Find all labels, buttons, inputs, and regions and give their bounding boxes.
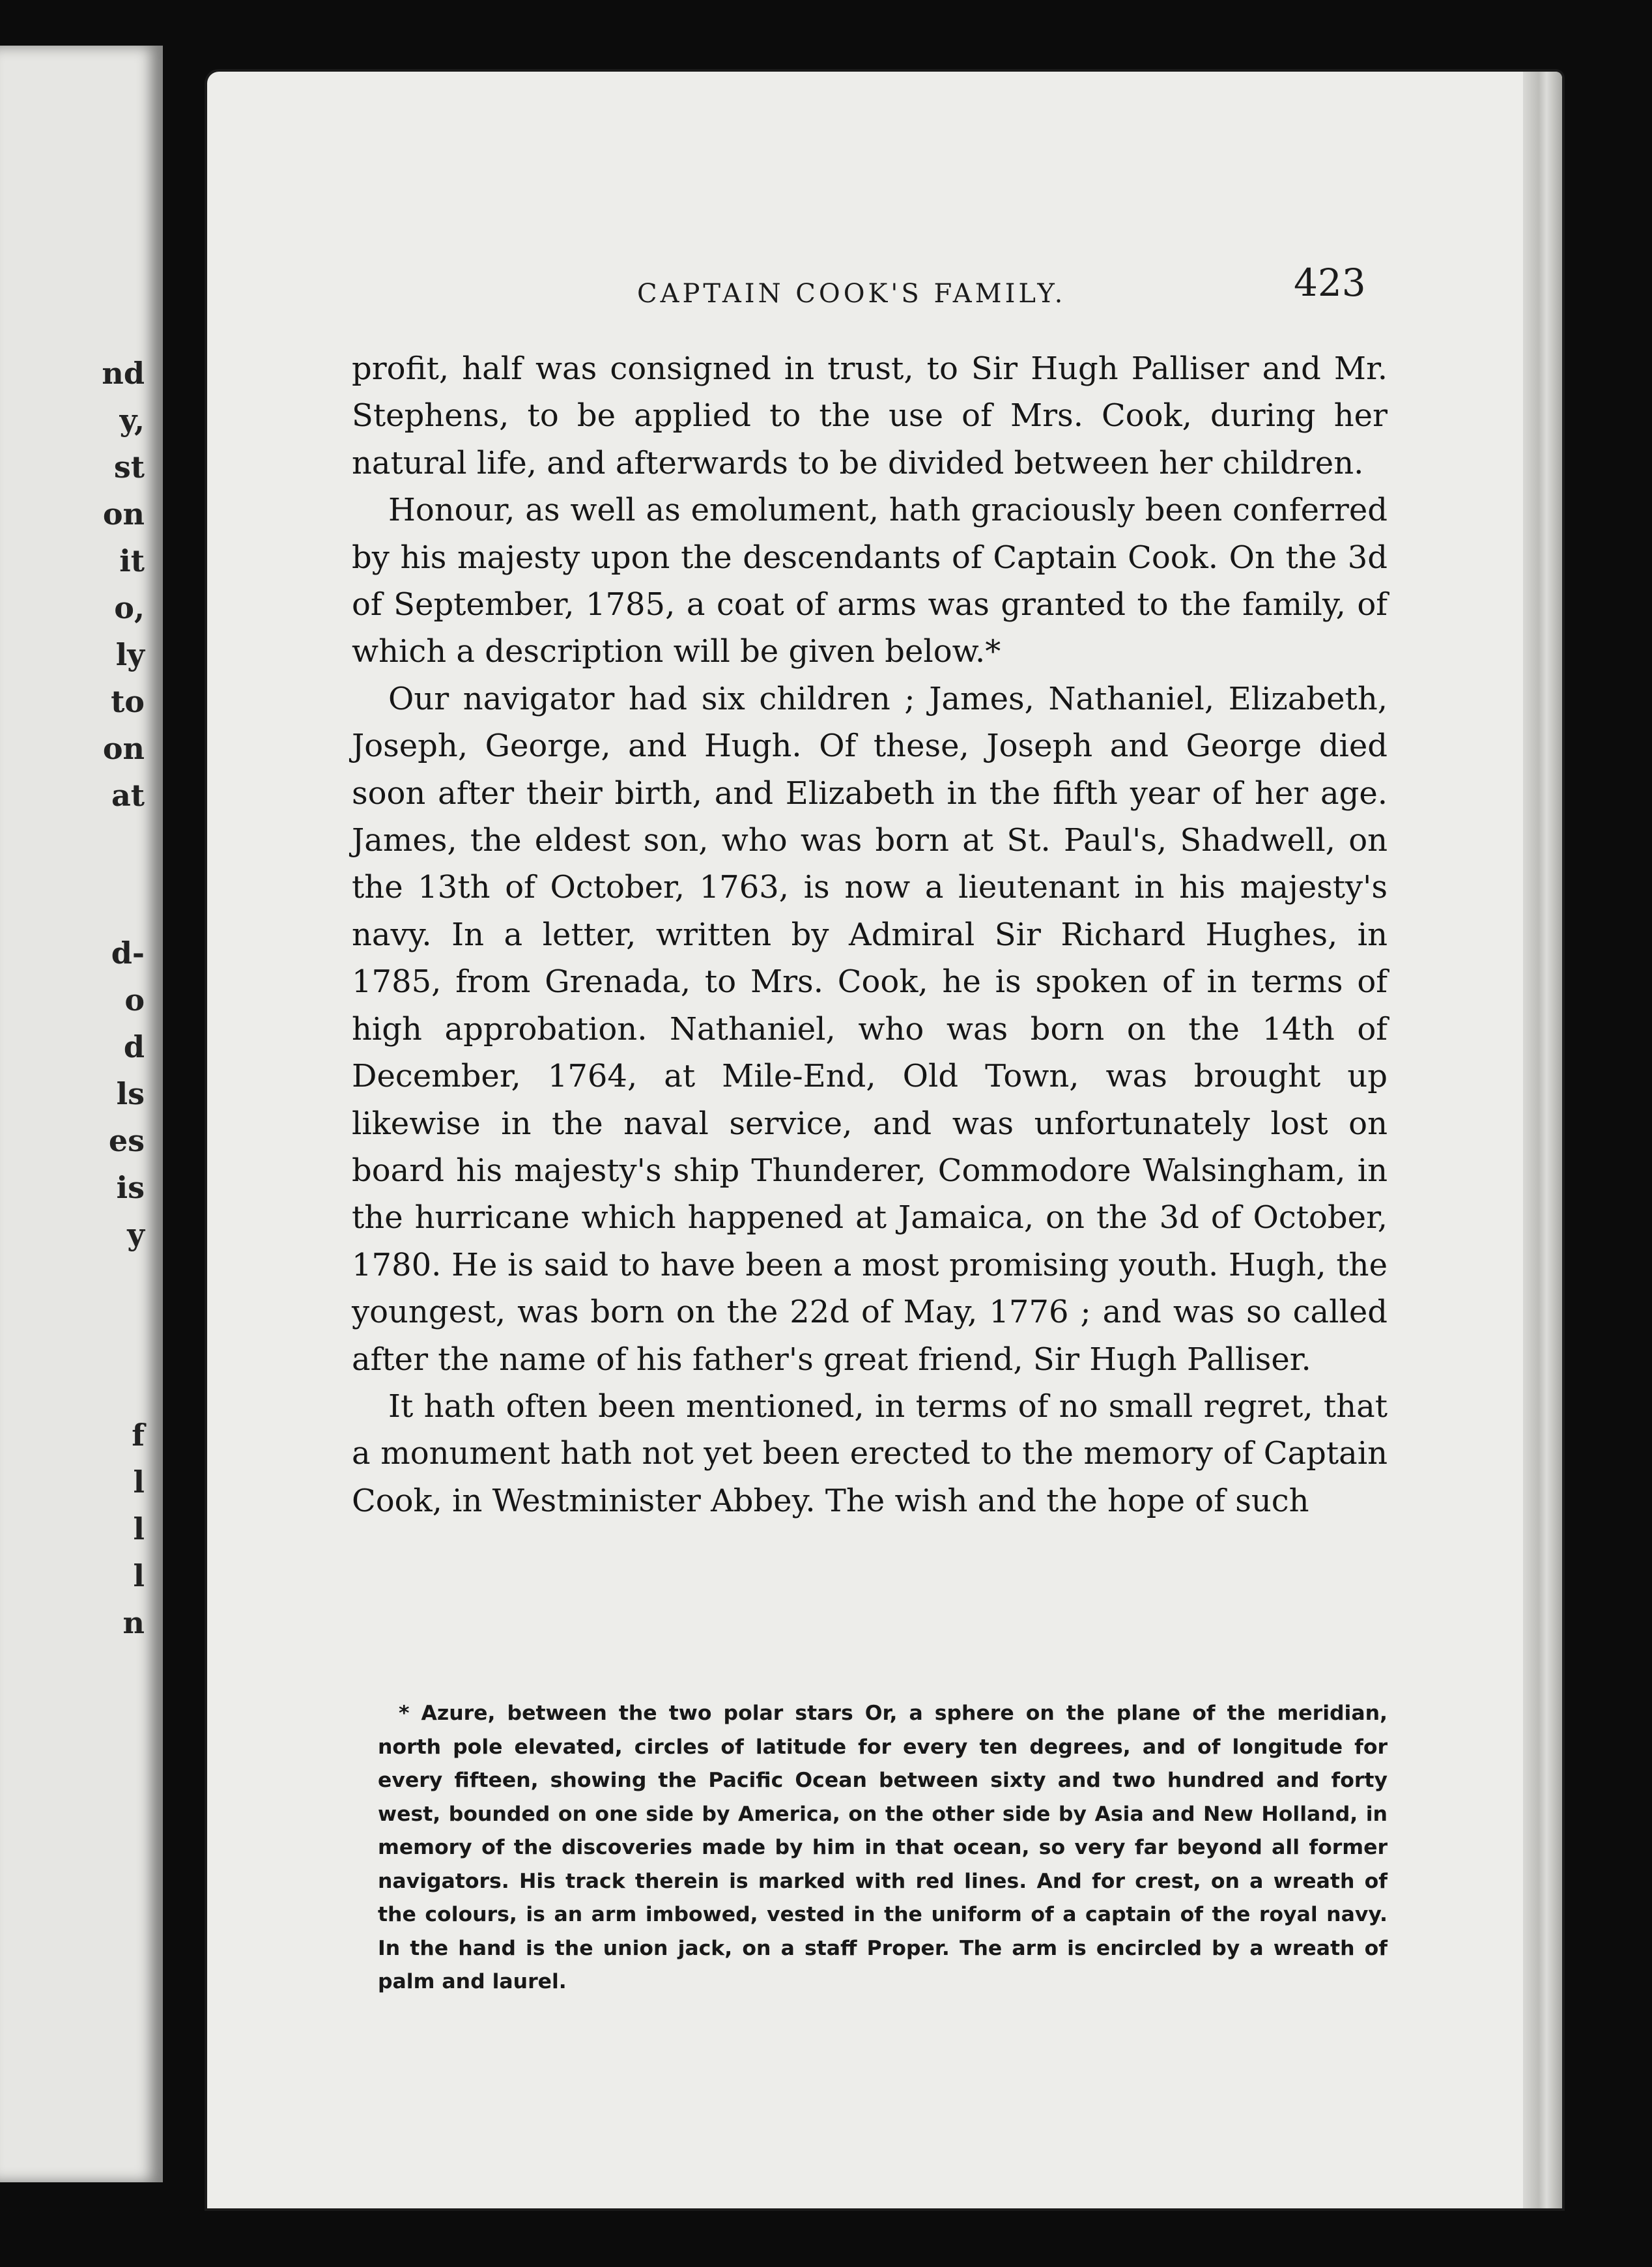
facing-fragment: st xyxy=(113,449,145,485)
facing-fragment: on xyxy=(102,496,145,532)
footnote-text: * Azure, between the two polar stars Or, a sphere on the plane of the meridian, north pole elevated, circles of latitude for every ten degrees, and of longitude for every fifteen, showing the Pacific Ocean between sixty and two hundred and forty west, bounded on one side by America, on the other side by Asia and New Holland, in memory of the discoveries made by him in that ocean, so very far beyond all former navigators. His track therein is marked with red lines. And for crest, on a wreath of the colours, is an arm imbowed, vested in the uniform of a captain of the royal navy. In the hand is the union jack, on a staff Proper. The arm is encircled by a wreath of palm and laurel. xyxy=(378,1702,1388,1993)
page-number: 423 xyxy=(1294,261,1366,305)
facing-fragment: ls xyxy=(116,1076,145,1111)
footnote xyxy=(378,1697,1388,1999)
paragraph: Our navigator had six children ; James, Nathaniel, Elizabeth, Joseph, George, and Hugh. Of these, Joseph and George died soon after their birth, and Elizabeth in the fifth year of her age. James, the eldest son, who was born at St. Paul's, Shadwell, on the 13th of October, 1763, is now a lieutenant in his majesty's navy. In a letter, written by Admiral Sir Richard Hughes, in 1785, from Grenada, to Mrs. Cook, he is spoken of in terms of high approbation. Nathaniel, who was born on the 14th of December, 1764, at Mile-End, Old Town, was brought up likewise in the naval service, and was unfortunately lost on board his majesty's ship Thunderer, Commodore Walsingham, in the hurricane which happened at Jamaica, on the 3d of October, 1780. He is said to have been a most promising youth. Hugh, the youngest, was born on the 22d of May, 1776 ; and was so called after the name of his father's great friend, Sir Hugh Palliser. xyxy=(352,680,1388,1378)
facing-fragment: to xyxy=(111,684,145,719)
paragraph: It hath often been mentioned, in terms of no small regret, that a monument hath not yet been erected to the memory of Captain Cook, in Westminister Abbey. The wish and the hope of such xyxy=(352,1388,1388,1519)
facing-fragment: l xyxy=(133,1511,145,1547)
facing-fragment: n xyxy=(122,1605,145,1640)
running-head: CAPTAIN COOK'S FAMILY. xyxy=(637,279,1066,309)
paragraph: Honour, as well as emolument, hath graciously been conferred by his majesty upon the descendants of Captain Cook. On the 3d of September, 1785, a coat of arms was granted to the family, of which a description will be given below.* xyxy=(352,492,1388,670)
page-stack-edge xyxy=(1523,72,1562,2208)
facing-fragment: d xyxy=(123,1029,145,1064)
book-spine-gutter xyxy=(163,0,208,2267)
facing-fragment: d- xyxy=(111,935,145,971)
facing-fragment: is xyxy=(116,1170,145,1205)
facing-fragment: at xyxy=(111,778,145,813)
facing-fragment: f xyxy=(132,1418,145,1453)
facing-page-edge xyxy=(0,46,163,2182)
facing-fragment: y, xyxy=(119,403,145,438)
facing-fragment: y xyxy=(127,1217,145,1252)
facing-fragment: it xyxy=(119,543,145,578)
facing-fragment: on xyxy=(102,731,145,766)
facing-fragment: es xyxy=(108,1123,145,1158)
facing-fragment: l xyxy=(133,1558,145,1593)
facing-fragment: nd xyxy=(102,356,145,391)
book-page xyxy=(207,72,1562,2208)
facing-fragment: ly xyxy=(115,637,145,672)
facing-page-text-fragments xyxy=(0,46,163,2182)
facing-fragment: o xyxy=(124,982,145,1018)
facing-fragment: o, xyxy=(114,590,145,625)
body-text xyxy=(352,345,1388,1524)
facing-fragment: l xyxy=(133,1464,145,1500)
paragraph: profit, half was consigned in trust, to Sir Hugh Palliser and Mr. Stephens, to be applied to the use of Mrs. Cook, during her natural life, and afterwards to be divided between her children. xyxy=(352,350,1388,481)
